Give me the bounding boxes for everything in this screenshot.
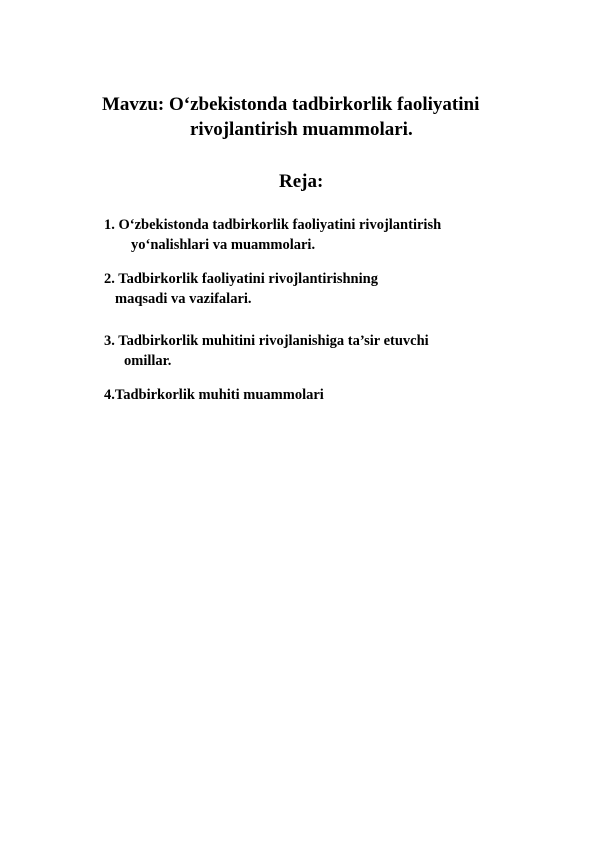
plan-item-2-line-2: maqsadi va vazifalari.: [115, 291, 252, 307]
plan-item-4-line-1: 4.Tadbirkorlik muhiti muammolari: [104, 387, 324, 403]
plan-heading: Reja:: [279, 171, 324, 192]
plan-item-3-line-2: omillar.: [124, 353, 172, 369]
plan-item-1-line-2: yo‘nalishlari va muammolari.: [131, 237, 316, 253]
title-line-2: rivojlantirish muammolari.: [190, 119, 413, 140]
plan-item-1-line-1: 1. O‘zbekistonda tadbirkorlik faoliyatini rivojlantirish: [104, 217, 442, 233]
plan-item-3-line-1: 3. Tadbirkorlik muhitini rivojlanishiga ta’sir etuvchi: [104, 333, 429, 349]
title-line-1: Mavzu: O‘zbekistonda tadbirkorlik faoliyatini: [102, 94, 480, 115]
plan-item-2-line-1: 2. Tadbirkorlik faoliyatini rivojlantirishning: [104, 271, 378, 287]
